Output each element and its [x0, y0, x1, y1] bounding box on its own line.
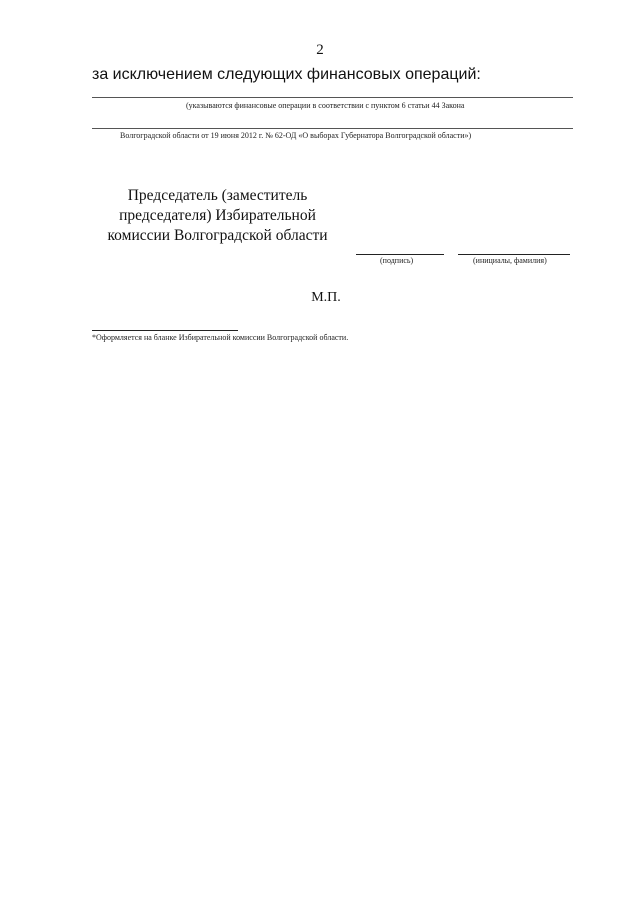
caption-line-1: (указываются финансовые операции в соответствии с пунктом 6 статьи 44 Закона: [186, 101, 465, 110]
name-line: [458, 254, 570, 255]
footnote-separator: [92, 330, 238, 331]
seal-mark: М.П.: [311, 290, 341, 305]
caption-line-2: Волгоградской области от 19 июня 2012 г. № 62-ОД «О выборах Губернатора Волгоградской области»): [120, 131, 472, 140]
name-caption: (инициалы, фамилия): [473, 256, 547, 265]
signer-title-line-2: председателя) Избирательной: [119, 207, 316, 224]
signature-line: [356, 254, 444, 255]
lead-text: за исключением следующих финансовых операций:: [92, 66, 481, 83]
signer-title: [100, 186, 335, 246]
signer-title-line-3: комиссии Волгоградской области: [107, 227, 328, 244]
page-number: 2: [316, 42, 324, 58]
fill-line-2: [92, 128, 573, 129]
signer-title-line-1: Председатель (заместитель: [127, 187, 308, 204]
fill-line-1: [92, 97, 573, 98]
footnote: *Оформляется на бланке Избирательной комиссии Волгоградской области.: [92, 333, 349, 342]
signature-caption: (подпись): [380, 256, 414, 265]
